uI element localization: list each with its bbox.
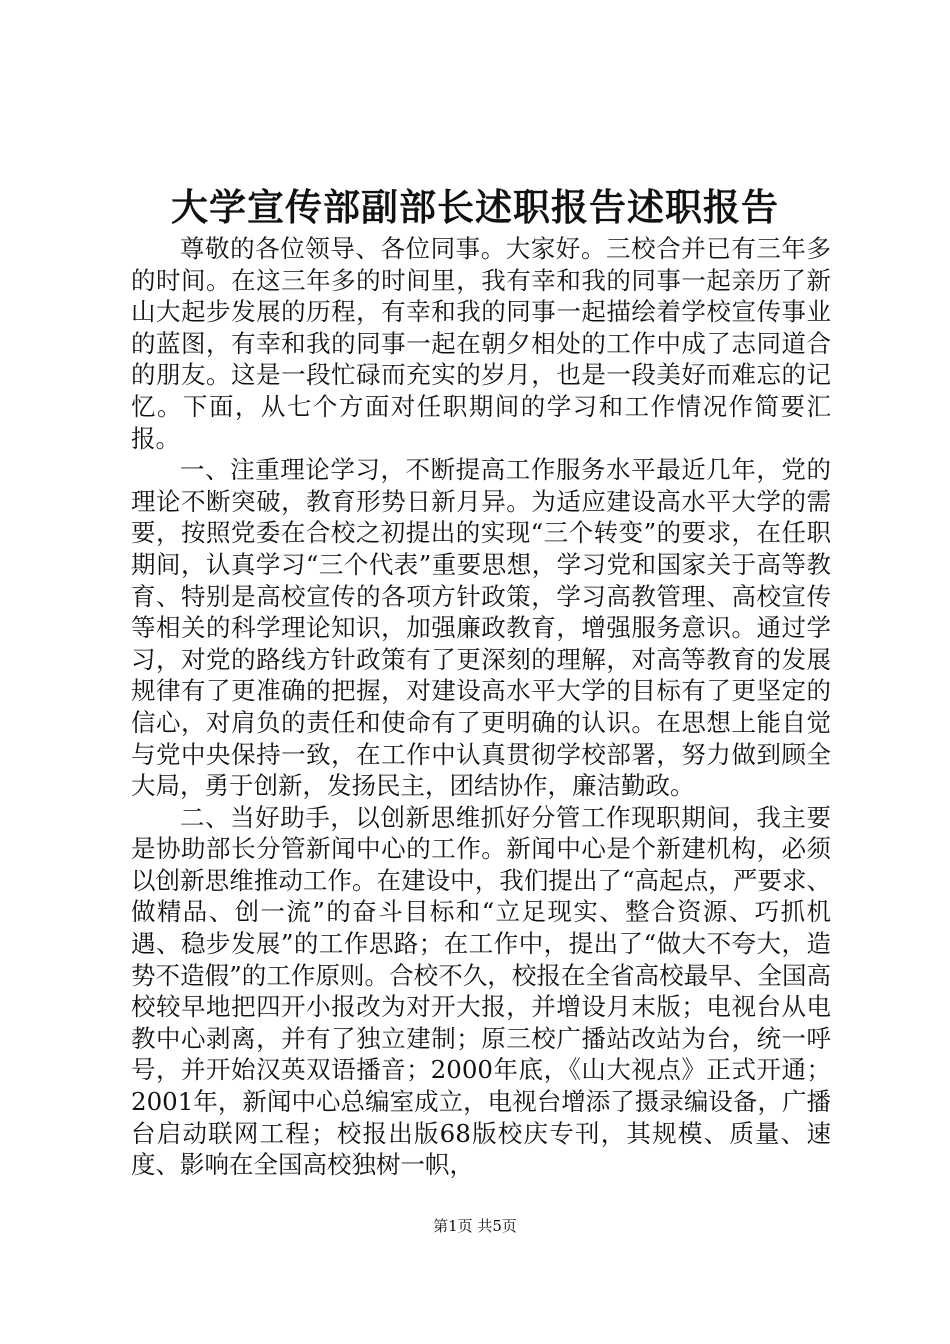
- page-number-footer: 第1页 共5页: [433, 1217, 517, 1235]
- page-title: 大学宣传部副部长述职报告述职报告: [171, 185, 779, 229]
- paragraph-section-1: 一、注重理论学习，不断提高工作服务水平最近几年，党的理论不断突破，教育形势日新月异。为适应建设高水平大学的需要，按照党委在合校之初提出的实现“三个转变”的要求，在任职期间，认真学习“三个代表”重要思想，学习党和国家关于高等教育、特别是高校宣传的各项方针政策，学习高教管理、高校宣传等相关的科学理论知识，加强廉政教育，增强服务意识。通过学习，对党的路线方针政策有了更深刻的理解，对高等教育的发展规律有了更准确的把握，对建设高水平大学的目标有了更坚定的信心，对肩负的责任和使命有了更明确的认识。在思想上能自觉与党中央保持一致，在工作中认真贯彻学校部署，努力做到顾全大局，勇于创新，发扬民主，团结协作，廉洁勤政。: [131, 455, 831, 801]
- document-body: [131, 233, 831, 1181]
- paragraph-intro: 尊敬的各位领导、各位同事。大家好。三校合并已有三年多的时间。在这三年多的时间里，我有幸和我的同事一起亲历了新山大起步发展的历程，有幸和我的同事一起描绘着学校宣传事业的蓝图，有幸和我的同事一起在朝夕相处的工作中成了志同道合的朋友。这是一段忙碌而充实的岁月，也是一段美好而难忘的记忆。下面，从七个方面对任职期间的学习和工作情况作简要汇报。: [131, 234, 831, 453]
- paragraph-section-2: 二、当好助手，以创新思维抓好分管工作现职期间，我主要是协助部长分管新闻中心的工作。新闻中心是个新建机构，必须以创新思维推动工作。在建设中，我们提出了“高起点，严要求、做精品、创一流”的奋斗目标和“立足现实、整合资源、巧抓机遇、稳步发展”的工作思路；在工作中，提出了“做大不夸大，造势不造假”的工作原则。合校不久，校报在全省高校最早、全国高校较早地把四开小报改为对开大报，并增设月末版；电视台从电教中心剥离，并有了独立建制；原三校广播站改站为台，统一呼号，并开始汉英双语播音；2000年底，《山大视点》正式开通；2001年，新闻中心总编室成立，电视台增添了摄录编设备，广播台启动联网工程；校报出版68版校庆专刊，其规模、质量、速度、影响在全国高校独树一帜，: [131, 802, 831, 1180]
